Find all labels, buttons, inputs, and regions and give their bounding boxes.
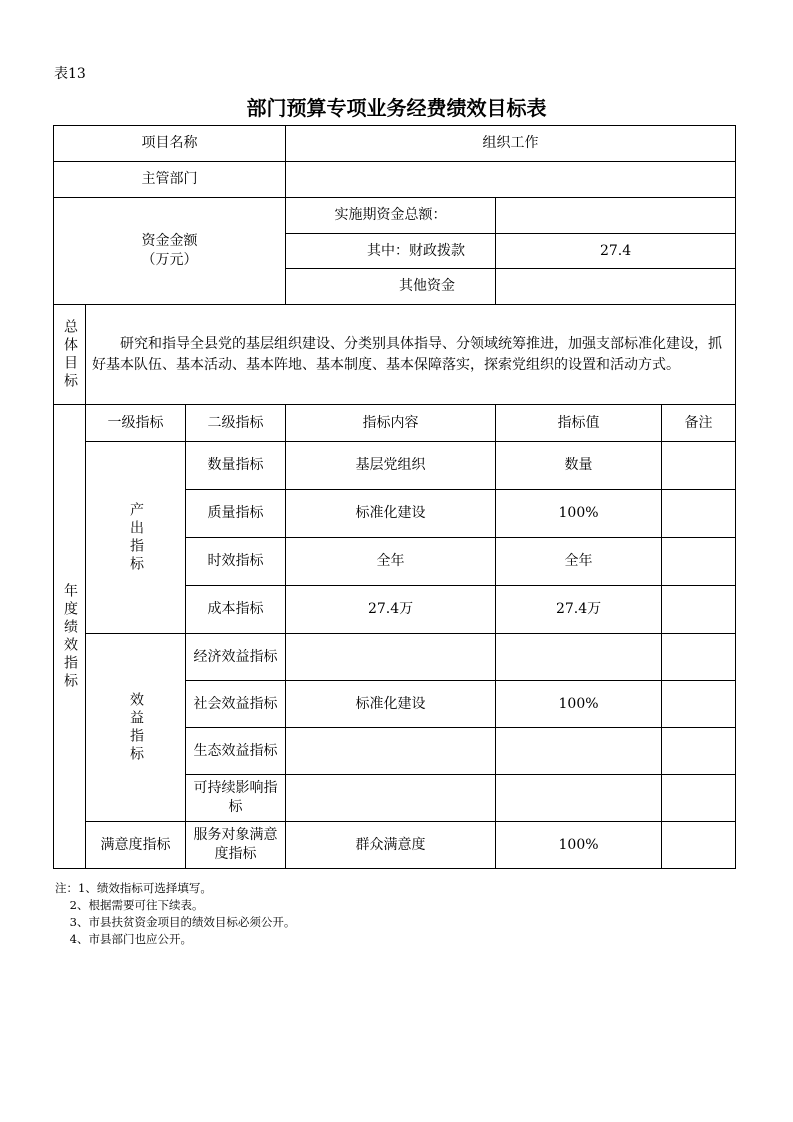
remark-cell — [662, 681, 736, 728]
level2-cell: 经济效益指标 — [186, 634, 286, 681]
remark-cell — [662, 538, 736, 586]
level2-cell: 质量指标 — [186, 490, 286, 538]
header-level2: 二级指标 — [186, 405, 286, 442]
remark-cell — [662, 728, 736, 775]
content-cell: 基层党组织 — [286, 442, 496, 490]
note-line: 4、市县部门也应公开。 — [55, 932, 192, 946]
benefit-label-cell — [86, 634, 186, 822]
funds-label: 资金金额 — [141, 233, 198, 249]
level2-cell: 服务对象满意度指标 — [186, 822, 286, 869]
level2-cell: 社会效益指标 — [186, 681, 286, 728]
annual-label-cell — [54, 405, 86, 869]
value-cell: 100% — [496, 490, 662, 538]
value-cell: 数量 — [496, 442, 662, 490]
level2-cell: 数量指标 — [186, 442, 286, 490]
output-label: 产出指标 — [128, 501, 144, 574]
content-cell: 标准化建设 — [286, 681, 496, 728]
content-cell — [286, 634, 496, 681]
page-title: 部门预算专项业务经费绩效目标表 — [246, 96, 547, 120]
objective-text: 研究和指导全县党的基层组织建设、分类别具体指导、分领域统筹推进，加强支部标准化建设，抓好基本队伍、基本活动、基本阵地、基本制度、基本保障落实，探索党组织的设置和活动方式。 — [86, 305, 736, 405]
row-department — [54, 162, 736, 198]
row-annual-headers — [54, 405, 736, 442]
value-cell: 100% — [496, 822, 662, 869]
level2-cell: 成本指标 — [186, 586, 286, 634]
funds-total-value — [496, 198, 736, 234]
note-line: 2、根据需要可往下续表。 — [55, 898, 204, 912]
header-content: 指标内容 — [286, 405, 496, 442]
funds-fiscal-label: 其中：财政拨款 — [286, 234, 496, 269]
benefit-label: 效益指标 — [128, 691, 144, 764]
row-funds-total — [54, 198, 736, 234]
remark-cell — [662, 822, 736, 869]
value-cell: 100% — [496, 681, 662, 728]
content-cell: 全年 — [286, 538, 496, 586]
content-cell — [286, 728, 496, 775]
level2-cell: 可持续影响指标 — [186, 775, 286, 822]
row-project-name — [54, 126, 736, 162]
value-cell: 27.4万 — [496, 586, 662, 634]
notes — [55, 880, 295, 948]
funds-label-cell — [54, 198, 286, 305]
table-number: 表13 — [54, 66, 86, 82]
content-cell: 群众满意度 — [286, 822, 496, 869]
header-level1: 一级指标 — [86, 405, 186, 442]
department-label: 主管部门 — [54, 162, 286, 198]
content-cell: 标准化建设 — [286, 490, 496, 538]
note-line: 注：1、绩效指标可选择填写。 — [55, 881, 212, 895]
table-row — [54, 634, 736, 681]
funds-fiscal-value: 27.4 — [496, 234, 736, 269]
output-label-cell — [86, 442, 186, 634]
remark-cell — [662, 775, 736, 822]
row-objective — [54, 305, 736, 405]
remark-cell — [662, 442, 736, 490]
note-line: 3、市县扶贫资金项目的绩效目标必须公开。 — [55, 915, 296, 929]
value-cell: 全年 — [496, 538, 662, 586]
remark-cell — [662, 490, 736, 538]
header-remark: 备注 — [662, 405, 736, 442]
satisfaction-label: 满意度指标 — [86, 822, 186, 869]
remark-cell — [662, 634, 736, 681]
remark-cell — [662, 586, 736, 634]
objective-label: 总体目标 — [62, 318, 78, 391]
table-row — [54, 822, 736, 869]
content-cell — [286, 775, 496, 822]
funds-other-value — [496, 269, 736, 305]
performance-target-table — [53, 125, 736, 869]
table-row — [54, 442, 736, 490]
funds-unit: （万元） — [141, 252, 198, 268]
level2-cell: 时效指标 — [186, 538, 286, 586]
funds-other-label: 其他资金 — [286, 269, 496, 305]
funds-total-label: 实施期资金总额： — [286, 198, 496, 234]
header-value: 指标值 — [496, 405, 662, 442]
level2-cell: 生态效益指标 — [186, 728, 286, 775]
annual-label: 年度绩效指标 — [62, 582, 78, 691]
objective-label-cell — [54, 305, 86, 405]
value-cell — [496, 634, 662, 681]
project-name-value: 组织工作 — [286, 126, 736, 162]
content-cell: 27.4万 — [286, 586, 496, 634]
department-value — [286, 162, 736, 198]
value-cell — [496, 728, 662, 775]
value-cell — [496, 775, 662, 822]
project-name-label: 项目名称 — [54, 126, 286, 162]
